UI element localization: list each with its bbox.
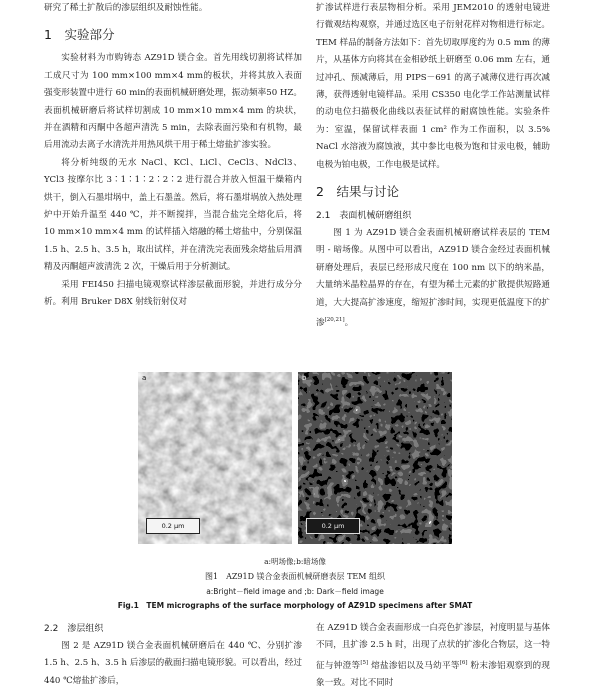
figure-caption-zh: 图1 AZ91D 镁合金表面机械研磨表层 TEM 组织 — [204, 572, 385, 581]
bottom-left-column — [44, 620, 302, 690]
subsection-2-1-title: 2.1 表面机械研磨组织 — [316, 211, 412, 222]
bottom-right-column — [316, 620, 550, 692]
figure-caption-en: Fig.1 TEM micrographs of the surface morphology of AZ91D specimens after SMAT — [117, 601, 473, 610]
scale-bar-b: 0.2 μm — [306, 518, 360, 534]
right-column — [316, 0, 550, 332]
section-2-title: 2 结果与讨论 — [316, 184, 399, 200]
smat-text: 图 1 为 AZ91D 镁合金表面机械研磨试样表层的 TEM 明 - 暗场像。从图中可以看出，AZ91D 镁合金经过表面机械研磨处理后，表层已经形成尺度在 100 nm 以下的纳米晶，大量纳米晶粒晶界的存在，有望为稀土元素的扩散提供短路通道，大大提高扩渗速度，缩短扩渗时间，实现更低温度下的扩渗 — [316, 228, 550, 328]
citation-20-21: [20,21] — [324, 317, 345, 324]
panel-b-label: b — [302, 374, 307, 382]
paragraph-materials: 实验材料为市购铸态 AZ91D 镁合金。首先用线切割将试样加工成尺寸为 100 mm×100 mm×4 mm的板状，并将其放入表面强变形装置中进行 60 min的表面机械研磨处理，振动频率50 HZ。表面机械研磨后将试样切割成 10 mm×10 mm×4 mm 的块状，并在酒精和丙酮中各超声清洗 5 min，去除表面污染和有机物，最后用流动去离子水清洗并用热风烘干用于稀土熔盐扩渗实验。 — [44, 53, 302, 151]
paragraph-diffusion-compare — [316, 620, 550, 692]
citation-5: [5] — [360, 659, 369, 666]
paragraph-diffusion-layer: 图 2 是 AZ91D 镁合金表面机械研磨后在 440 ℃、分别扩渗 1.5 h、2.5 h、3.5 h 后渗层的截面扫描电镜形貌。可以看出，经过440 ℃熔盐扩渗后， — [44, 641, 302, 686]
panel-a-label: a — [142, 374, 147, 382]
section-1-title: 1 实验部分 — [44, 27, 115, 43]
smat-text-end: 。 — [344, 317, 354, 328]
dark-field-image — [298, 372, 452, 544]
scale-bar-a: 0.2 μm — [146, 518, 200, 534]
compare-text-b: 熔盐渗铝以及马幼平等 — [368, 660, 460, 671]
paragraph-analysis: 采用 FEI450 扫描电镜观察试样渗层截面形貌，并进行成分分析。利用 Bruker D8X 射线衍射仪对 — [44, 279, 302, 308]
compare-text-c: 粉末渗铝观察到的现象一致。对比不同时 — [316, 660, 550, 689]
paragraph-smat-structure — [316, 225, 550, 332]
figure-1 — [138, 372, 452, 544]
subsection-2-2-title: 2.2 渗层组织 — [44, 624, 104, 634]
citation-6: [6] — [459, 659, 468, 666]
paragraph-tem-prep: 扩渗试样进行表层物相分析。采用 JEM2010 的透射电镜进行微观结构观察，并通过选区电子衍射花样对物相进行标定。TEM 样品的制备方法如下：首先切取厚度约为 0.5 mm 的薄片，从基体方向将其在金相砂纸上研磨至 0.06 mm 左右，通过冲孔、预减薄后，用 PIPS－691 的离子减薄仪进行再次减薄，获得透射电镜样品。采用 CS350 电化学工作站测量试样的动电位扫描极化曲线以表征试样的耐腐蚀性能。实验条件为：室温，保留试样表面 1 cm² 作为工作面积，以 3.5% NaCl 水溶液为腐蚀液，其中参比电极为饱和甘汞电极，辅助电极为铂电极，工作电极是试样。 — [316, 3, 550, 170]
figure-subcaption-zh: a:明场像;b:暗场像 — [264, 557, 326, 566]
compare-text: 在 AZ91D 镁合金表面形成一白亮色扩渗层，衬度明显与基体不同，且扩渗 2.5 h 时，出现了点状的扩渗化合物层，这一特征与钟澄等 — [316, 623, 550, 671]
intro-tail: 研究了稀土扩散后的渗层组织及耐蚀性能。 — [44, 3, 208, 13]
bright-field-image — [138, 372, 292, 544]
figure-subcaption-en: a:Bright－field image and ;b: Dark－field image — [206, 587, 384, 596]
left-column — [44, 0, 302, 312]
paragraph-salt-process: 将分析纯级的无水 NaCl、KCl、LiCl、CeCl3、NdCl3、YCl3 按摩尔比 3∶1∶1∶2∶2∶2 进行混合并放入恒温干燥箱内烘干，倒入石墨坩埚中，盖上石墨盖。然后，将石墨坩埚放入热处理炉中开始升温至 440 ℃，并不断搅拌，当混合盐完全熔化后，将 10 mm×10 mm×4 mm 的试样插入熔融的稀土熔盐中，分别保温 1.5 h、2.5 h、3.5 h，取出试样，并在清洗完表面残余熔盐后用酒精及丙酮超声波清洗 2 次，干燥后用于分析测试。 — [44, 157, 302, 273]
